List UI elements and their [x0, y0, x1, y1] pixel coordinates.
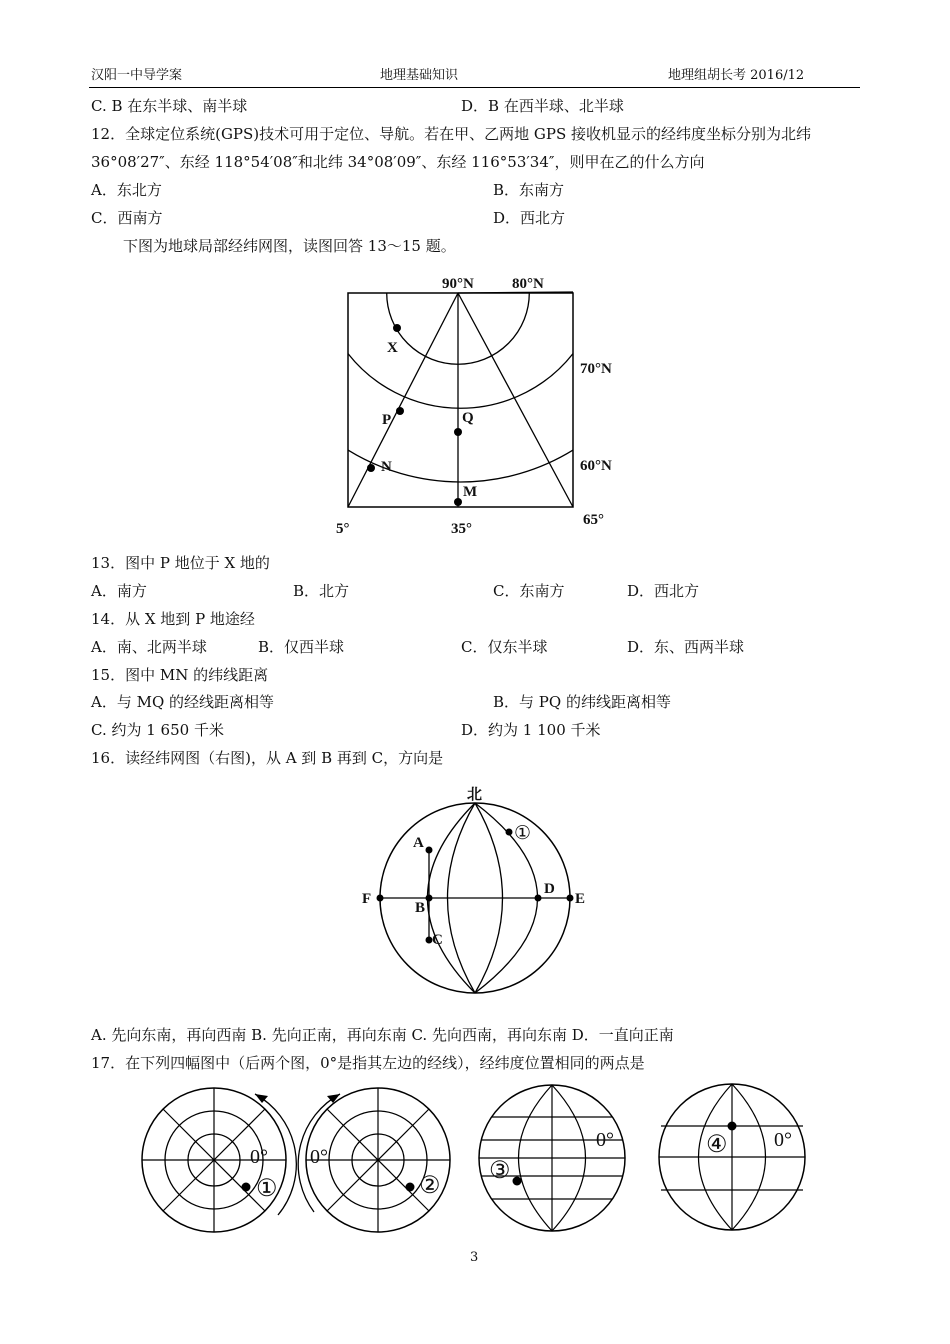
- q14-option-c: C．仅东半球: [461, 638, 548, 656]
- label-70n: 70°N: [580, 361, 612, 377]
- label-deg-1: 0°: [250, 1146, 268, 1168]
- point-n: [367, 464, 375, 472]
- label-m: M: [463, 484, 478, 500]
- polar-map-2: [298, 1088, 450, 1232]
- label-60n: 60°N: [580, 458, 612, 474]
- q14-option-b: B．仅西半球: [258, 638, 345, 656]
- point-2: [406, 1183, 415, 1192]
- label-q: Q: [462, 410, 474, 426]
- globe-figure: [355, 778, 600, 1003]
- point-q: [454, 428, 462, 436]
- label-north: 北: [467, 787, 483, 803]
- q15-option-c: C. 约为 1 650 千米: [91, 721, 224, 739]
- q15-option-a: A．与 MQ 的经线距离相等: [91, 693, 275, 711]
- q12-option-a: A．东北方: [91, 181, 162, 199]
- point-e: [567, 895, 574, 902]
- point-b: [426, 895, 433, 902]
- label-deg-2: 0°: [310, 1146, 328, 1168]
- header-center: 地理基础知识: [380, 68, 459, 83]
- q11-option-c: C. B 在东半球、南半球: [91, 97, 248, 115]
- header-rule: [89, 87, 860, 88]
- point-f: [377, 895, 384, 902]
- q16-stem: 16．读经纬网图（右图)，从 A 到 B 再到 C，方向是: [91, 749, 444, 767]
- q12-option-c: C．西南方: [91, 209, 163, 227]
- graticule-figure: [330, 268, 630, 543]
- four-graticules-figure: [130, 1080, 830, 1240]
- point-1: [242, 1183, 251, 1192]
- label-35: 35°: [451, 521, 472, 537]
- q12-stem-line2: 36°08′27″、东经 118°54′08″和北纬 34°08′09″、东经 116°53′34″，则甲在乙的什么方向: [91, 153, 705, 171]
- q17-stem: 17．在下列四幅图中（后两个图，0°是指其左边的经线），经纬度位置相同的两点是: [91, 1054, 645, 1072]
- q13-option-d: D．西北方: [627, 582, 700, 600]
- q12-option-d: D．西北方: [493, 209, 566, 227]
- label-x: X: [387, 340, 398, 356]
- label-a: A: [413, 835, 424, 851]
- page-number: 3: [470, 1250, 479, 1265]
- intro-13-15: 下图为地球局部经纬网图，读图回答 13～15 题。: [123, 237, 456, 255]
- globe-map-4: [659, 1084, 805, 1230]
- label-circled-1: ①: [514, 823, 532, 844]
- globe-map-3: [479, 1085, 625, 1231]
- q14-option-d: D．东、西两半球: [627, 638, 745, 656]
- label-e: E: [575, 891, 586, 907]
- q15-option-d: D．约为 1 100 千米: [461, 721, 601, 739]
- q15-stem: 15．图中 MN 的纬线距离: [91, 666, 269, 684]
- q12-option-b: B．东南方: [493, 181, 565, 199]
- label-5: 5°: [336, 521, 350, 537]
- point-4: [728, 1122, 737, 1131]
- label-n: N: [381, 459, 392, 475]
- q13-option-b: B．北方: [293, 582, 350, 600]
- label-f: F: [362, 891, 372, 907]
- q11-option-d: D．B 在西半球、北半球: [461, 97, 624, 115]
- point-a: [426, 847, 433, 854]
- label-b: B: [415, 900, 426, 916]
- point-d: [535, 895, 542, 902]
- label-d: D: [544, 881, 555, 897]
- label-circled-4: ④: [706, 1132, 728, 1158]
- point-m: [454, 498, 462, 506]
- label-90n: 90°N: [442, 276, 474, 292]
- point-x: [393, 324, 401, 332]
- point-p: [396, 407, 404, 415]
- header-right: 地理组胡长考 2016/12: [668, 68, 805, 83]
- label-circled-2: ②: [419, 1173, 441, 1199]
- label-circled-3: ③: [489, 1158, 511, 1184]
- label-p: P: [382, 412, 392, 428]
- q13-option-a: A．南方: [91, 582, 147, 600]
- q14-option-a: A．南、北两半球: [91, 638, 207, 656]
- label-65: 65°: [583, 512, 604, 528]
- label-80n: 80°N: [512, 276, 544, 292]
- point-3: [513, 1177, 522, 1186]
- q15-option-b: B．与 PQ 的纬线距离相等: [493, 693, 671, 711]
- label-c: C: [432, 932, 443, 948]
- label-deg-3: 0°: [596, 1129, 614, 1151]
- q14-stem: 14．从 X 地到 P 地途经: [91, 610, 255, 628]
- q16-options: A. 先向东南，再向西南 B. 先向正南，再向东南 C. 先向西南，再向东南 D．一直向正南: [91, 1026, 674, 1044]
- polar-map-1: [142, 1088, 296, 1232]
- point-1: [506, 829, 513, 836]
- label-circled-1: ①: [256, 1176, 278, 1202]
- q12-stem-line1: 12．全球定位系统(GPS)技术可用于定位、导航。若在甲、乙两地 GPS 接收机显示的经纬度坐标分别为北纬: [91, 125, 812, 143]
- q13-stem: 13．图中 P 地位于 X 地的: [91, 554, 270, 572]
- q13-option-c: C．东南方: [493, 582, 565, 600]
- label-deg-4: 0°: [774, 1129, 792, 1151]
- header-left: 汉阳一中导学案: [91, 68, 183, 83]
